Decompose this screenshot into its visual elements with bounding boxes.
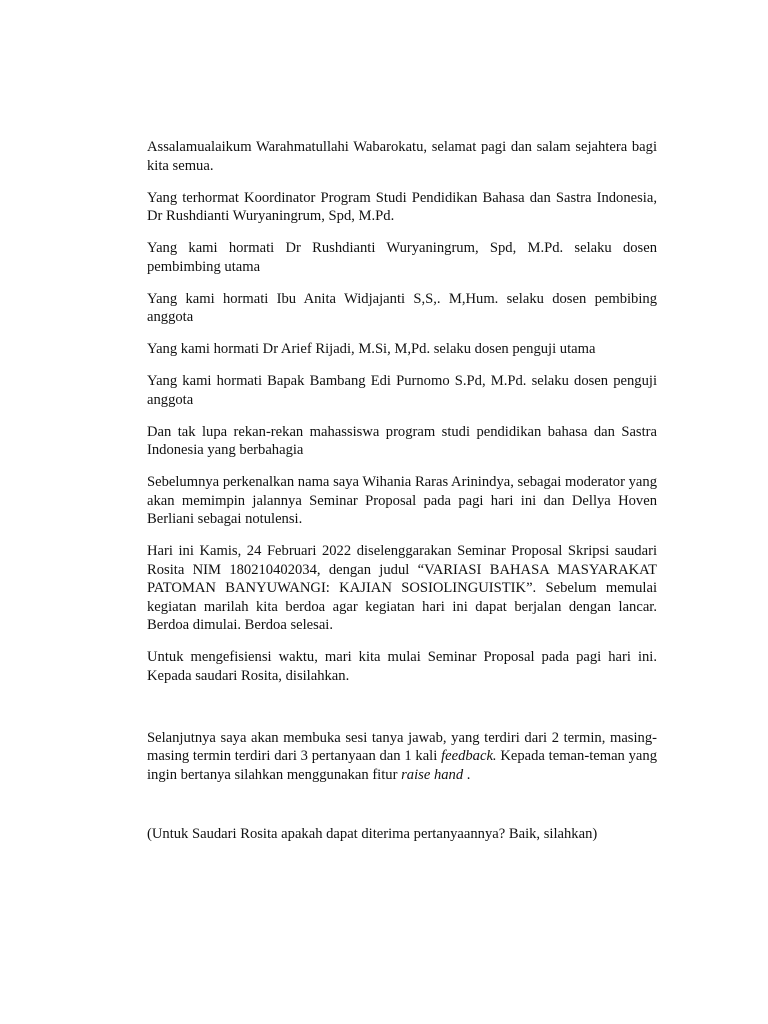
document-page	[147, 138, 657, 857]
salutation-member-supervisor: Yang kami hormati Ibu Anita Widjajanti S,S,. M,Hum. selaku dosen pembibing anggota	[147, 290, 657, 325]
qa-raise-hand-term: raise hand	[401, 766, 464, 783]
closing-note-paragraph: (Untuk Saudari Rosita apakah dapat diterima pertanyaannya? Baik, silahkan)	[147, 825, 598, 842]
start-seminar-paragraph: Untuk mengefisiensi waktu, mari kita mulai Seminar Proposal pada pagi hari ini. Kepada saudari Rosita, disilahkan.	[147, 649, 657, 684]
qa-text-part-2: Kepada teman-teman yang ingin bertanya silahkan menggunakan fitur	[147, 748, 657, 783]
salutation-main-examiner: Yang kami hormati Dr Arief Rijadi, M.Si, M,Pd. selaku dosen penguji utama	[147, 341, 596, 357]
greeting-paragraph: Assalamualaikum Warahmatullahi Wabarokatu, selamat pagi dan salam sejahtera bagi kita semua.	[147, 139, 657, 174]
seminar-opening-paragraph: Hari ini Kamis, 24 Februari 2022 diselenggarakan Seminar Proposal Skripsi saudari Rosita NIM 180210402034, dengan judul “VARIASI BAHASA MASYARAKAT PATOMAN BANYUWANGI: KAJIAN SOSIOLINGUISTIK”. Sebelum memulai kegiatan marilah kita berdoa agar kegiatan hari ini dapat berjalan dengan lancar. Berdoa dimulai. Berdoa selesai.	[147, 543, 657, 633]
qa-text-part-1: Selanjutnya saya akan membuka sesi tanya jawab, yang terdiri dari 2 termin, masing-masing termin terdiri dari 3 pertanyaan dan 1 kali	[147, 729, 657, 764]
salutation-coordinator: Yang terhormat Koordinator Program Studi Pendidikan Bahasa dan Sastra Indonesia, Dr Rushdianti Wuryaningrum, Spd, M.Pd.	[147, 189, 657, 224]
salutation-main-supervisor: Yang kami hormati Dr Rushdianti Wuryaningrum, Spd, M.Pd. selaku dosen pembimbing utama	[147, 240, 657, 275]
salutation-students: Dan tak lupa rekan-rekan mahassiswa program studi pendidikan bahasa dan Sastra Indonesia yang berbahagia	[147, 423, 657, 458]
qa-feedback-term: feedback.	[441, 748, 497, 764]
qa-text-part-3: .	[463, 766, 471, 783]
salutation-member-examiner: Yang kami hormati Bapak Bambang Edi Purnomo S.Pd, M.Pd. selaku dosen penguji anggota	[147, 373, 657, 408]
introduction-paragraph: Sebelumnya perkenalkan nama saya Wihania Raras Arinindya, sebagai moderator yang akan memimpin jalannya Seminar Proposal pada pagi hari ini dan Dellya Hoven Berliani sebagai notulensi.	[147, 474, 657, 527]
qa-session-paragraph	[147, 729, 657, 785]
